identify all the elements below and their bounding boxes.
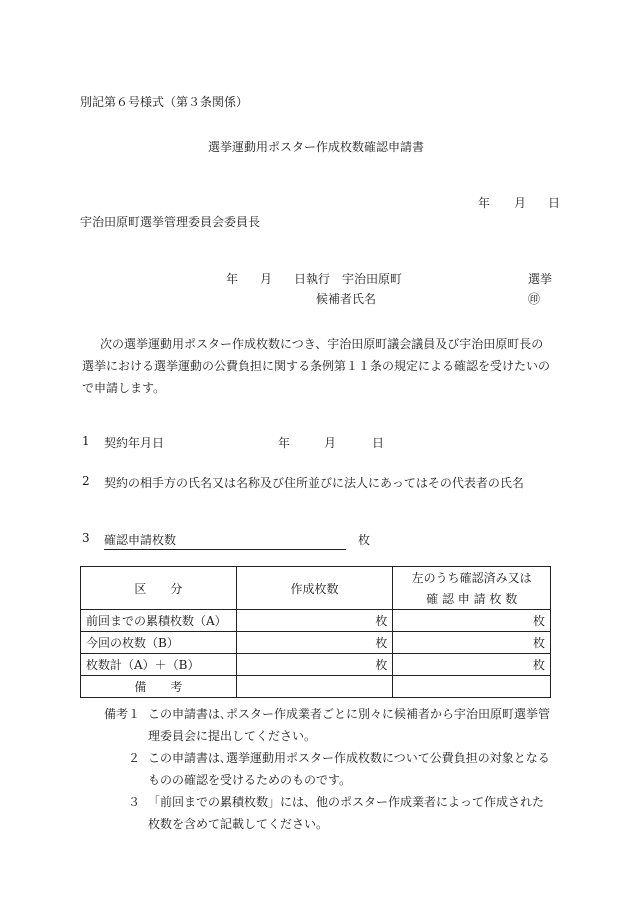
date-month: 月: [514, 196, 527, 210]
row-unit-created: 枚: [236, 654, 393, 676]
seal-mark: ㊞: [528, 292, 541, 306]
election-day-exec: 日執行: [294, 272, 331, 286]
candidate-label: 候補者氏名: [316, 292, 377, 306]
item-1-day: 日: [372, 436, 385, 450]
row-unit-confirmed: 枚: [393, 610, 551, 632]
count-table: [80, 566, 551, 698]
row-unit-confirmed: 枚: [393, 654, 551, 676]
addressee: 宇治田原町選挙管理委員会委員長: [80, 215, 261, 229]
row-unit-created: 枚: [236, 632, 393, 654]
note-label: ２: [127, 751, 140, 765]
item-1-month: 月: [324, 436, 337, 450]
item-2-num: 2: [82, 474, 90, 488]
item-3-num: 3: [82, 531, 90, 545]
date-day: 日: [548, 196, 561, 210]
note-text: 「前回までの累積枚数」には、他のポスター作成業者によって作成された枚数を含めて記載してください。: [148, 795, 545, 831]
row-label: 今回の枚数（B）: [81, 632, 237, 654]
header-confirmed-count: [393, 567, 551, 610]
item-1-year: 年: [278, 436, 291, 450]
item-1-label: 契約年月日: [104, 436, 165, 450]
notes: [82, 703, 552, 835]
row-label: 前回までの累積枚数（A）: [81, 610, 237, 632]
header-created-count: 作成枚数: [236, 567, 393, 610]
table-remarks-row: [81, 676, 551, 698]
body-text: 次の選挙運動用ポスター作成枚数につき、宇治田原町議会議員及び宇治田原町長の選挙における選挙運動の公費負担に関する条例第１１条の規定による確認を受けたいので申請します。: [82, 337, 551, 395]
item-2-label: 契約の相手方の氏名又は名称及び住所並びに法人にあってはその代表者の氏名: [104, 476, 524, 490]
remarks-label: 備 考: [81, 676, 237, 698]
header-category: 区 分: [81, 567, 237, 610]
table-header-row: [81, 567, 551, 610]
note-label: ３: [127, 795, 140, 809]
row-unit-created: 枚: [236, 610, 393, 632]
election-year: 年: [226, 272, 239, 286]
note-text: この申請書は､ポスター作成業者ごとに別々に候補者から宇治田原町選挙管理委員会に提出してください。: [148, 707, 551, 743]
remarks-cell: [393, 676, 551, 698]
election-month: 月: [260, 272, 273, 286]
header-confirmed-line1: 左のうち確認済み又は: [411, 571, 532, 585]
row-unit-confirmed: 枚: [393, 632, 551, 654]
note-item: [82, 703, 552, 747]
item-1-num: 1: [82, 434, 90, 448]
note-item: [82, 791, 552, 835]
form-id: 別記第６号様式（第３条関係）: [80, 95, 249, 109]
note-item: [82, 747, 552, 791]
item-3-unit: 枚: [358, 533, 371, 547]
page-title: 選挙運動用ポスター作成枚数確認申請書: [208, 140, 425, 154]
table-row: [81, 654, 551, 676]
election-type: 選挙: [528, 272, 553, 286]
note-label: 備考１: [103, 707, 140, 721]
table-row: [81, 610, 551, 632]
election-town: 宇治田原町: [342, 272, 403, 286]
header-confirmed-line2: 確 認 申 請 枚 数: [426, 592, 518, 606]
remarks-cell: [236, 676, 393, 698]
table-row: [81, 632, 551, 654]
date-year: 年: [478, 196, 491, 210]
note-text: この申請書は､選挙運動用ポスター作成枚数について公費負担の対象となるものの確認を受けるためのものです。: [148, 751, 550, 787]
item-3-label: 確認申請枚数: [104, 531, 346, 550]
row-label: 枚数計（A）＋（B）: [81, 654, 237, 676]
